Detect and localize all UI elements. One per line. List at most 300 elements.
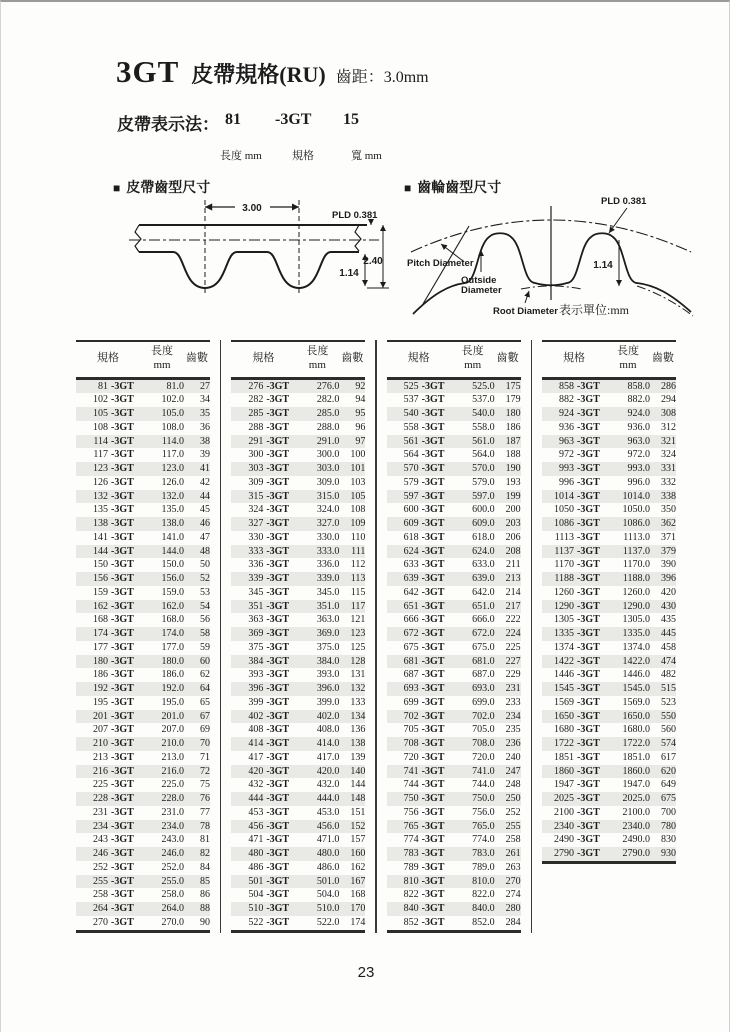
teeth-cell: 190	[505, 463, 521, 474]
spec-cell: 699 -3GT	[403, 696, 445, 708]
spec-cell: 639 -3GT	[403, 573, 445, 584]
teeth-cell: 338	[660, 490, 676, 502]
spec-cell: 1446 -3GT	[553, 669, 600, 681]
spec-cell: 1188 -3GT	[554, 573, 600, 584]
table-row	[542, 641, 676, 655]
length-cell: 339.0	[316, 573, 340, 584]
teeth-cell: 109	[350, 518, 366, 529]
notation-length-caption: 長度 mm	[220, 150, 262, 162]
length-cell: 675.0	[472, 641, 495, 653]
length-cell: 609.0	[472, 518, 495, 529]
pitch-diameter-label: Pitch Diameter	[407, 258, 474, 269]
spec-cell: 687 -3GT	[403, 669, 445, 681]
length-cell: 2790.0	[622, 848, 650, 859]
teeth-cell: 108	[350, 504, 366, 516]
spec-cell: 192 -3GT	[93, 683, 134, 694]
teeth-cell: 270	[505, 875, 521, 887]
table-row	[387, 916, 521, 931]
table-row	[76, 696, 210, 710]
table-row	[231, 490, 365, 504]
table-row	[542, 572, 676, 586]
spec-cell: 414 -3GT	[248, 738, 290, 749]
teeth-cell: 70	[200, 738, 210, 749]
notation-width-caption: 寬 mm	[351, 150, 382, 162]
spec-cell: 558 -3GT	[403, 421, 445, 433]
spec-cell: 420 -3GT	[248, 765, 290, 777]
spec-cell: 744 -3GT	[403, 779, 445, 791]
table-row	[231, 806, 365, 820]
table-row	[76, 820, 210, 834]
teeth-cell: 121	[350, 614, 366, 626]
teeth-cell: 211	[506, 559, 521, 571]
length-cell: 150.0	[161, 559, 184, 571]
pulley-tooth-profile-diagram	[405, 188, 697, 320]
length-cell: 525.0	[472, 380, 495, 392]
teeth-cell: 44	[200, 490, 210, 502]
table-row	[542, 435, 676, 449]
spec-cell: 2790 -3GT	[553, 848, 600, 859]
spec-cell: 396 -3GT	[248, 683, 290, 694]
table-row	[542, 407, 676, 421]
teeth-cell: 233	[505, 696, 521, 708]
table-row	[387, 806, 521, 820]
table-row	[76, 600, 210, 614]
length-cell: 756.0	[472, 806, 495, 818]
spec-cell: 996 -3GT	[558, 476, 600, 488]
length-cell: 699.0	[472, 696, 495, 708]
table-row	[76, 476, 210, 490]
teeth-cell: 96	[355, 421, 366, 433]
teeth-cell: 134	[350, 710, 366, 722]
table-row	[387, 448, 521, 462]
table-row	[387, 751, 521, 765]
spec-cell: 201 -3GT	[93, 710, 134, 722]
length-cell: 285.0	[316, 408, 340, 419]
teeth-cell: 284	[505, 916, 521, 928]
spec-cell: 402 -3GT	[248, 710, 290, 722]
spec-cell: 108 -3GT	[93, 421, 134, 433]
notation-width-value: 15	[343, 111, 359, 128]
length-cell: 522.0	[316, 916, 340, 928]
length-cell: 156.0	[161, 573, 184, 584]
teeth-cell: 151	[350, 806, 366, 818]
spec-cell: 327 -3GT	[248, 518, 290, 529]
table-row	[231, 820, 365, 834]
spec-cell: 336 -3GT	[248, 559, 290, 571]
series-name: 3GT	[116, 54, 180, 89]
spec-table-2	[231, 340, 365, 933]
table-row	[231, 875, 365, 889]
length-cell: 702.0	[472, 710, 495, 722]
table-row	[542, 737, 676, 751]
table-row	[387, 503, 521, 517]
table-row	[231, 407, 365, 421]
length-cell: 168.0	[161, 614, 184, 626]
teeth-cell: 175	[505, 380, 521, 392]
teeth-cell: 235	[505, 724, 521, 736]
length-cell: 1947.0	[622, 779, 650, 791]
spec-cell: 1335 -3GT	[553, 628, 600, 639]
length-cell: 231.0	[161, 806, 184, 818]
notation-spec-caption: 規格	[292, 150, 314, 162]
spec-cell: 597 -3GT	[403, 490, 445, 502]
length-cell: 417.0	[316, 751, 340, 763]
length-cell: 117.0	[161, 449, 184, 461]
length-cell: 255.0	[161, 875, 184, 887]
teeth-cell: 59	[200, 641, 210, 653]
spec-cell: 570 -3GT	[403, 463, 445, 474]
spec-cell: 126 -3GT	[93, 476, 134, 488]
spec-cell: 207 -3GT	[93, 724, 134, 736]
spec-cell: 369 -3GT	[248, 628, 290, 639]
spec-cell: 315 -3GT	[248, 490, 290, 502]
spec-cell: 363 -3GT	[248, 614, 290, 626]
table-row	[231, 765, 365, 779]
length-cell: 1722.0	[622, 738, 650, 749]
spec-cell: 252 -3GT	[93, 861, 134, 873]
teeth-cell: 250	[505, 793, 521, 804]
length-cell: 270.0	[161, 916, 184, 928]
spec-cell: 789 -3GT	[403, 861, 445, 873]
table-row	[542, 696, 676, 710]
spec-cell: 1086 -3GT	[553, 518, 600, 529]
spec-cell: 720 -3GT	[403, 751, 445, 763]
spec-cell: 144 -3GT	[93, 545, 134, 557]
spec-cell: 225 -3GT	[93, 779, 134, 791]
length-cell: 399.0	[316, 696, 340, 708]
spec-cell: 1113 -3GT	[554, 531, 600, 543]
teeth-cell: 139	[350, 751, 366, 763]
spec-cell: 774 -3GT	[403, 834, 445, 846]
table-row	[76, 627, 210, 641]
teeth-cell: 193	[505, 476, 521, 488]
teeth-cell: 103	[350, 476, 366, 488]
spec-tables	[76, 340, 676, 933]
section-bullet-icon: ■	[113, 181, 121, 195]
length-cell: 162.0	[161, 600, 184, 612]
spec-cell: 339 -3GT	[248, 573, 290, 584]
length-cell: 225.0	[161, 779, 184, 791]
teeth-cell: 574	[660, 738, 676, 749]
length-cell: 258.0	[161, 889, 184, 901]
teeth-cell: 247	[505, 765, 521, 777]
spec-cell: 417 -3GT	[248, 751, 290, 763]
spec-cell: 345 -3GT	[248, 586, 290, 598]
table-row	[387, 682, 521, 696]
teeth-cell: 38	[200, 435, 210, 447]
spec-cell: 114 -3GT	[93, 435, 134, 447]
teeth-cell: 188	[505, 449, 521, 461]
length-cell: 309.0	[316, 476, 340, 488]
teeth-cell: 420	[660, 586, 676, 598]
teeth-cell: 231	[505, 683, 521, 694]
table-row	[76, 448, 210, 462]
table-row	[76, 531, 210, 545]
teeth-cell: 60	[200, 655, 210, 667]
teeth-cell: 180	[505, 408, 521, 419]
teeth-cell: 222	[505, 614, 521, 626]
spec-cell: 228 -3GT	[93, 793, 134, 804]
spec-cell: 510 -3GT	[248, 903, 290, 914]
length-cell: 132.0	[161, 490, 184, 502]
teeth-cell: 113	[350, 573, 366, 584]
table-row	[542, 462, 676, 476]
teeth-cell: 71	[200, 751, 210, 763]
table-row	[542, 378, 676, 393]
length-cell: 1650.0	[622, 710, 650, 722]
teeth-cell: 830	[660, 834, 676, 846]
table-row	[231, 545, 365, 559]
teeth-cell: 140	[350, 765, 366, 777]
spec-table-1	[76, 340, 210, 933]
length-cell: 708.0	[472, 738, 495, 749]
spec-cell: 750 -3GT	[403, 793, 445, 804]
table-row	[542, 682, 676, 696]
length-cell: 1188.0	[622, 573, 650, 584]
spec-cell: 177 -3GT	[93, 641, 134, 653]
tooth-pitch: 齒距：3.0mm	[335, 69, 429, 86]
length-cell: 1851.0	[622, 751, 650, 763]
table-header-row	[231, 341, 365, 378]
teeth-cell: 47	[200, 531, 210, 543]
teeth-cell: 170	[350, 903, 366, 914]
unit-note: 表示單位:mm	[559, 303, 630, 317]
pulley-pld-dim: PLD 0.381	[601, 196, 647, 207]
table-row	[542, 710, 676, 724]
table-row	[387, 737, 521, 751]
length-cell: 105.0	[161, 408, 184, 419]
spec-cell: 579 -3GT	[403, 476, 445, 488]
spec-cell: 456 -3GT	[248, 820, 290, 832]
teeth-cell: 50	[200, 559, 210, 571]
length-cell: 300.0	[316, 449, 340, 461]
teeth-cell: 64	[200, 683, 210, 694]
table-row	[387, 627, 521, 641]
teeth-cell: 482	[660, 669, 676, 681]
length-cell: 246.0	[161, 848, 184, 859]
spec-cell: 858 -3GT	[558, 380, 600, 392]
spec-cell: 624 -3GT	[403, 545, 445, 557]
length-cell: 207.0	[161, 724, 184, 736]
length-cell: 180.0	[161, 655, 184, 667]
table-row	[76, 668, 210, 682]
teeth-cell: 294	[660, 394, 676, 406]
length-cell: 276.0	[316, 380, 340, 392]
length-cell: 2490.0	[622, 834, 650, 846]
table-row	[387, 586, 521, 600]
spec-cell: 1422 -3GT	[553, 655, 600, 667]
spec-cell: 852 -3GT	[403, 916, 445, 928]
table-row	[542, 613, 676, 627]
length-cell: 642.0	[472, 586, 495, 598]
spec-cell: 246 -3GT	[93, 848, 134, 859]
length-cell: 174.0	[161, 628, 184, 639]
teeth-cell: 312	[660, 421, 676, 433]
belt-section-title: 皮帶齒型尺寸	[126, 179, 211, 195]
spec-cell: 1170 -3GT	[554, 559, 600, 571]
table-row	[387, 668, 521, 682]
belt-height-dim: 2.40	[363, 256, 383, 267]
length-cell: 720.0	[472, 751, 495, 763]
length-cell: 1137.0	[622, 545, 650, 557]
table-row	[231, 682, 365, 696]
teeth-cell: 100	[350, 449, 366, 461]
length-cell: 822.0	[472, 889, 495, 901]
teeth-cell: 115	[350, 586, 366, 598]
table-row	[387, 407, 521, 421]
teeth-cell: 649	[660, 779, 676, 791]
table-row	[231, 600, 365, 614]
table-row	[542, 847, 676, 862]
length-cell: 852.0	[472, 916, 495, 928]
teeth-cell: 144	[350, 779, 366, 791]
length-cell: 597.0	[472, 490, 495, 502]
teeth-cell: 168	[350, 889, 366, 901]
length-cell: 414.0	[316, 738, 340, 749]
spec-cell: 972 -3GT	[558, 449, 600, 461]
spec-cell: 618 -3GT	[403, 531, 445, 543]
table-row	[542, 600, 676, 614]
length-cell: 234.0	[161, 820, 184, 832]
teeth-cell: 86	[200, 889, 210, 901]
length-cell: 2340.0	[622, 820, 650, 832]
teeth-cell: 39	[200, 449, 210, 461]
length-cell: 456.0	[316, 820, 340, 832]
spec-table-3	[387, 340, 521, 933]
teeth-cell: 95	[355, 408, 366, 419]
table-row	[387, 723, 521, 737]
spec-cell: 963 -3GT	[558, 435, 600, 447]
teeth-cell: 261	[505, 848, 521, 859]
column-header-teeth: 齒數	[651, 351, 674, 364]
table-row	[542, 517, 676, 531]
table-row	[231, 888, 365, 902]
table-row	[387, 613, 521, 627]
teeth-cell: 88	[200, 903, 210, 914]
belt-pitch-dim: 3.00	[242, 203, 262, 214]
length-cell: 1860.0	[622, 765, 650, 777]
table-row	[542, 545, 676, 559]
length-cell: 924.0	[627, 408, 650, 419]
spec-cell: 1722 -3GT	[553, 738, 600, 749]
length-cell: 750.0	[472, 793, 495, 804]
table-row	[542, 778, 676, 792]
spec-cell: 1305 -3GT	[553, 614, 600, 626]
table-row	[542, 627, 676, 641]
table-row	[231, 517, 365, 531]
table-row	[231, 916, 365, 931]
spec-cell: 216 -3GT	[93, 765, 134, 777]
teeth-cell: 35	[200, 408, 210, 419]
table-row	[76, 792, 210, 806]
length-cell: 264.0	[161, 903, 184, 914]
teeth-cell: 445	[660, 628, 676, 639]
teeth-cell: 179	[505, 394, 521, 406]
length-cell: 963.0	[627, 435, 650, 447]
teeth-cell: 617	[660, 751, 676, 763]
table-row	[76, 421, 210, 435]
length-cell: 651.0	[472, 600, 495, 612]
table-row	[76, 490, 210, 504]
length-cell: 384.0	[316, 655, 340, 667]
table-row	[387, 600, 521, 614]
table-row	[231, 861, 365, 875]
table-row	[387, 888, 521, 902]
table-row	[231, 792, 365, 806]
spec-cell: 642 -3GT	[403, 586, 445, 598]
length-cell: 1290.0	[622, 600, 650, 612]
spec-cell: 150 -3GT	[93, 559, 134, 571]
table-row	[76, 682, 210, 696]
spec-cell: 633 -3GT	[403, 559, 445, 571]
teeth-cell: 76	[200, 793, 210, 804]
table-row	[231, 586, 365, 600]
table-row	[542, 490, 676, 504]
table-row	[387, 655, 521, 669]
length-cell: 972.0	[627, 449, 650, 461]
table-row	[387, 531, 521, 545]
length-cell: 363.0	[316, 614, 340, 626]
teeth-cell: 112	[350, 559, 366, 571]
teeth-cell: 125	[350, 641, 366, 653]
length-cell: 327.0	[316, 518, 340, 529]
spec-cell: 393 -3GT	[248, 669, 290, 681]
spec-cell: 138 -3GT	[93, 518, 134, 529]
teeth-cell: 474	[660, 655, 676, 667]
table-row	[387, 572, 521, 586]
length-cell: 333.0	[316, 545, 340, 557]
length-cell: 315.0	[316, 490, 340, 502]
table-row	[542, 586, 676, 600]
teeth-cell: 132	[350, 683, 366, 694]
spec-cell: 1851 -3GT	[553, 751, 600, 763]
teeth-cell: 160	[350, 848, 366, 859]
spec-cell: 693 -3GT	[403, 683, 445, 694]
length-cell: 201.0	[161, 710, 184, 722]
spec-cell: 432 -3GT	[248, 779, 290, 791]
length-cell: 486.0	[316, 861, 340, 873]
teeth-cell: 45	[200, 504, 210, 516]
spec-cell: 741 -3GT	[403, 765, 445, 777]
teeth-cell: 550	[660, 710, 676, 722]
table-row	[387, 490, 521, 504]
spec-cell: 384 -3GT	[248, 655, 290, 667]
length-cell: 192.0	[161, 683, 184, 694]
length-cell: 537.0	[472, 394, 495, 406]
table-row	[542, 833, 676, 847]
table-row	[387, 462, 521, 476]
teeth-cell: 258	[505, 834, 521, 846]
table-header-row	[76, 341, 210, 378]
teeth-cell: 62	[200, 669, 210, 681]
table-row	[231, 503, 365, 517]
teeth-cell: 430	[660, 600, 676, 612]
spec-cell: 105 -3GT	[93, 408, 134, 419]
spec-cell: 675 -3GT	[403, 641, 445, 653]
length-cell: 114.0	[161, 435, 184, 447]
length-cell: 375.0	[316, 641, 340, 653]
teeth-cell: 700	[660, 806, 676, 818]
teeth-cell: 46	[200, 518, 210, 529]
teeth-cell: 203	[505, 518, 521, 529]
length-cell: 480.0	[316, 848, 340, 859]
spec-cell: 135 -3GT	[93, 504, 134, 516]
length-cell: 1569.0	[622, 696, 650, 708]
teeth-cell: 128	[350, 655, 366, 667]
table-row	[231, 847, 365, 861]
teeth-cell: 133	[350, 696, 366, 708]
table-row	[76, 503, 210, 517]
